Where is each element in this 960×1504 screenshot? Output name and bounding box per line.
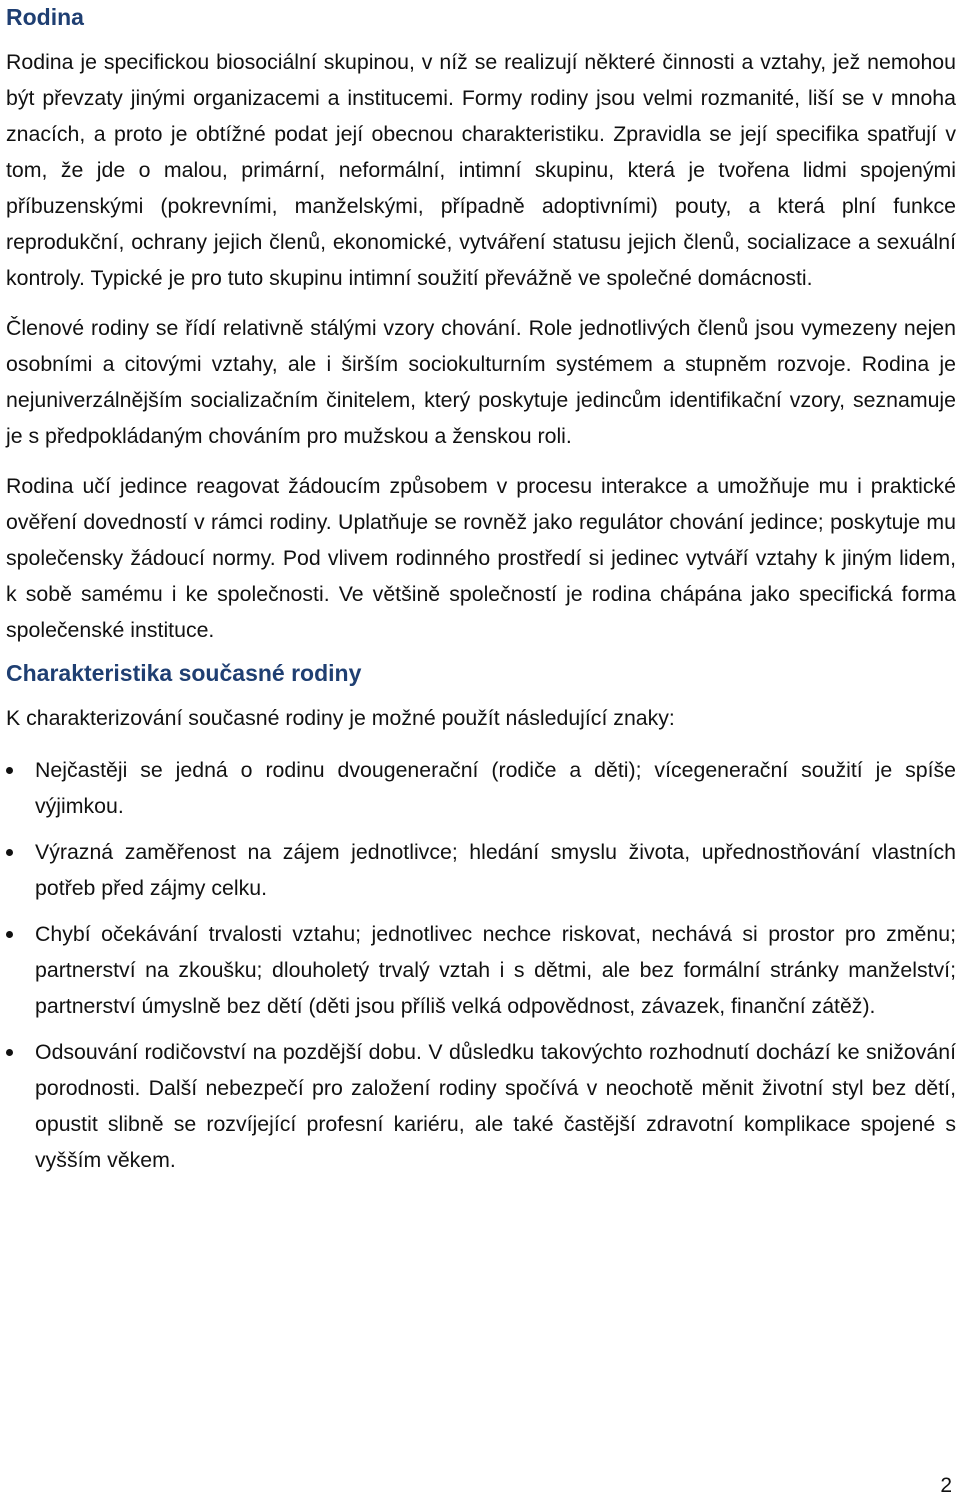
paragraph-intro: Rodina je specifickou biosociální skupinou, v níž se realizují některé činnosti a vztahy, jež nemohou být převzaty jinými organizacemi a institucemi. Formy rodiny jsou velmi rozmanité, liší se v mnoha znacích, a proto je obtížné podat její obecnou charakteristiku. Zpravidla se její specifika spatřují v tom, že jde o malou, primární, neformální, intimní skupinu, která je tvořena lidmi spojenými příbuzenskými (pokrevními, manželskými, případně adoptivními) pouty, a která plní funkce reprodukční, ochrany jejich členů, ekonomické, vytváření statusu jejich členů, socializace a sexuální kontroly. Typické je pro tuto skupinu intimní soužití převážně ve společné domácnosti. — [6, 50, 956, 290]
bullet-icon — [6, 767, 13, 774]
characteristics-list — [6, 752, 956, 1178]
list-item-text: Výrazná zaměřenost na zájem jednotlivce; hledání smyslu života, upřednostňování vlastních potřeb před zájmy celku. — [35, 840, 956, 900]
list-item-text: Chybí očekávání trvalosti vztahu; jednotlivec nechce riskovat, nechává si prostor pro změnu; partnerství na zkoušku; dlouholetý trvalý vztah i s dětmi, ale bez formální stránky manželství; partnerství úmyslně bez dětí (děti jsou příliš velká odpovědnost, závazek, finanční zátěž). — [35, 922, 956, 1018]
list-item — [6, 916, 956, 1024]
bullet-icon — [6, 849, 13, 856]
list-item — [6, 834, 956, 906]
document-page — [6, 0, 956, 1188]
paragraph-socialization: Rodina učí jedince reagovat žádoucím způsobem v procesu interakce a umožňuje mu i praktické ověření dovedností v rámci rodiny. Uplatňuje se rovněž jako regulátor chování jedince; poskytuje mu společensky žádoucí normy. Pod vlivem rodinného prostředí si jedinec vytváří vztahy k jiným lidem, k sobě samému i ke společnosti. Ve většině společností je rodina chápána jako specifická forma společenské instituce. — [6, 474, 956, 642]
bullet-icon — [6, 931, 13, 938]
page-number: 2 — [940, 1474, 952, 1497]
paragraph-roles: Členové rodiny se řídí relativně stálými vzory chování. Role jednotlivých členů jsou vymezeny nejen osobními a citovými vztahy, ale i širším sociokulturním systémem a stupněm rozvoje. Rodina je nejuniverzálnějším socializačním činitelem, který poskytuje jedincům identifikační vzory, seznamuje je s předpokládaným chováním pro mužskou a ženskou roli. — [6, 316, 956, 448]
bullet-icon — [6, 1049, 13, 1056]
list-item-text: Nejčastěji se jedná o rodinu dvougenerační (rodiče a děti); vícegenerační soužití je spíše výjimkou. — [35, 758, 956, 818]
page-title: Rodina — [6, 4, 84, 30]
section-intro: K charakterizování současné rodiny je možné použít následující znaky: — [6, 706, 675, 730]
list-item — [6, 1034, 956, 1178]
section-heading: Charakteristika současné rodiny — [6, 660, 362, 686]
list-item — [6, 752, 956, 824]
list-item-text: Odsouvání rodičovství na pozdější dobu. V důsledku takovýchto rozhodnutí dochází ke snižování porodnosti. Další nebezpečí pro založení rodiny spočívá v neochotě měnit životní styl bez dětí, opustit slibně se rozvíjející profesní kariéru, ale také častější zdravotní komplikace spojené s vyšším věkem. — [35, 1040, 956, 1172]
